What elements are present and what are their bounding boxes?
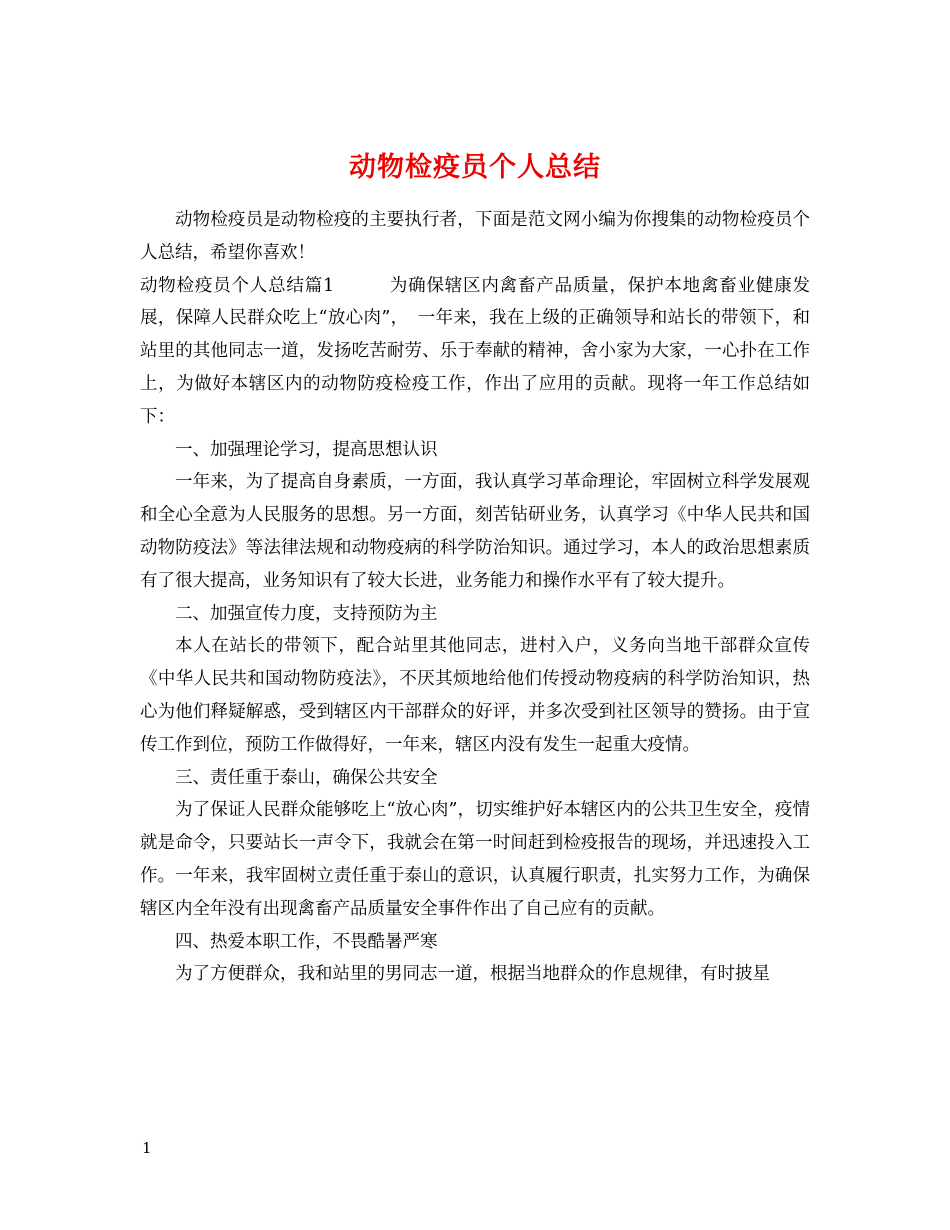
heading-4: 四、热爱本职工作，不畏酷暑严寒 (175, 931, 438, 952)
body-paragraph: 本人在站长的带领下，配合站里其他同志，进村入户，义务向当地干部群众宣传《中华人民共和国动物防疫法》，不厌其烦地给他们传授动物疫病的科学防治知识，热心为他们释疑解惑，受到辖区内干部群众的好评，并多次受到社区领导的赞扬。由于宣传工作到位，预防工作做得好，一年来，辖区内没有发生一起重大疫情。 (140, 636, 810, 755)
heading-1: 一、加强理论学习，提高思想认识 (175, 439, 438, 460)
body-paragraph: 一年来，为了提高自身素质，一方面，我认真学习革命理论，牢固树立科学发展观和全心全意为人民服务的思想。另一方面，刻苦钻研业务，认真学习《中华人民共和国动物防疫法》等法律法规和动物疫病的科学防治知识。通过学习，本人的政治思想素质有了很大提高，业务知识有了较大长进，业务能力和操作水平有了较大提升。 (140, 472, 810, 591)
body-paragraph: 为了保证人民群众能够吃上“放心肉”，切实维护好本辖区内的公共卫生安全，疫情就是命令，只要站长一声令下，我就会在第一时间赶到检疫报告的现场，并迅速投入工作。一年来，我牢固树立责任重于泰山的意识，认真履行职责，扎实努力工作，为确保辖区内全年没有出现禽畜产品质量安全事件作出了自己应有的贡献。 (140, 800, 810, 919)
intro-paragraph: 动物检疫员是动物检疫的主要执行者，下面是范文网小编为你搜集的动物检疫员个人总结，希望你喜欢！ (140, 210, 810, 263)
body-paragraph: 为了方便群众，我和站里的男同志一道，根据当地群众的作息规律，有时披星 (175, 964, 770, 985)
document-title: 动物检疫员个人总结 (349, 152, 601, 184)
section-paragraph: 动物检疫员个人总结篇1 为确保辖区内禽畜产品质量，保护本地禽畜业健康发展，保障人民群众吃上“放心肉”， 一年来，我在上级的正确领导和站长的带领下，和站里的其他同志一道，发扬吃苦耐劳、乐于奉献的精神，舍小家为大家，一心扑在工作上，为做好本辖区内的动物防疫检疫工作，作出了应用的贡献。现将一年工作总结如下： (140, 275, 810, 427)
heading-3: 三、责任重于泰山，确保公共安全 (175, 767, 438, 788)
page-number: 1 (142, 1139, 152, 1157)
heading-2: 二、加强宣传力度，支持预防为主 (175, 603, 438, 624)
document-body (140, 204, 810, 991)
